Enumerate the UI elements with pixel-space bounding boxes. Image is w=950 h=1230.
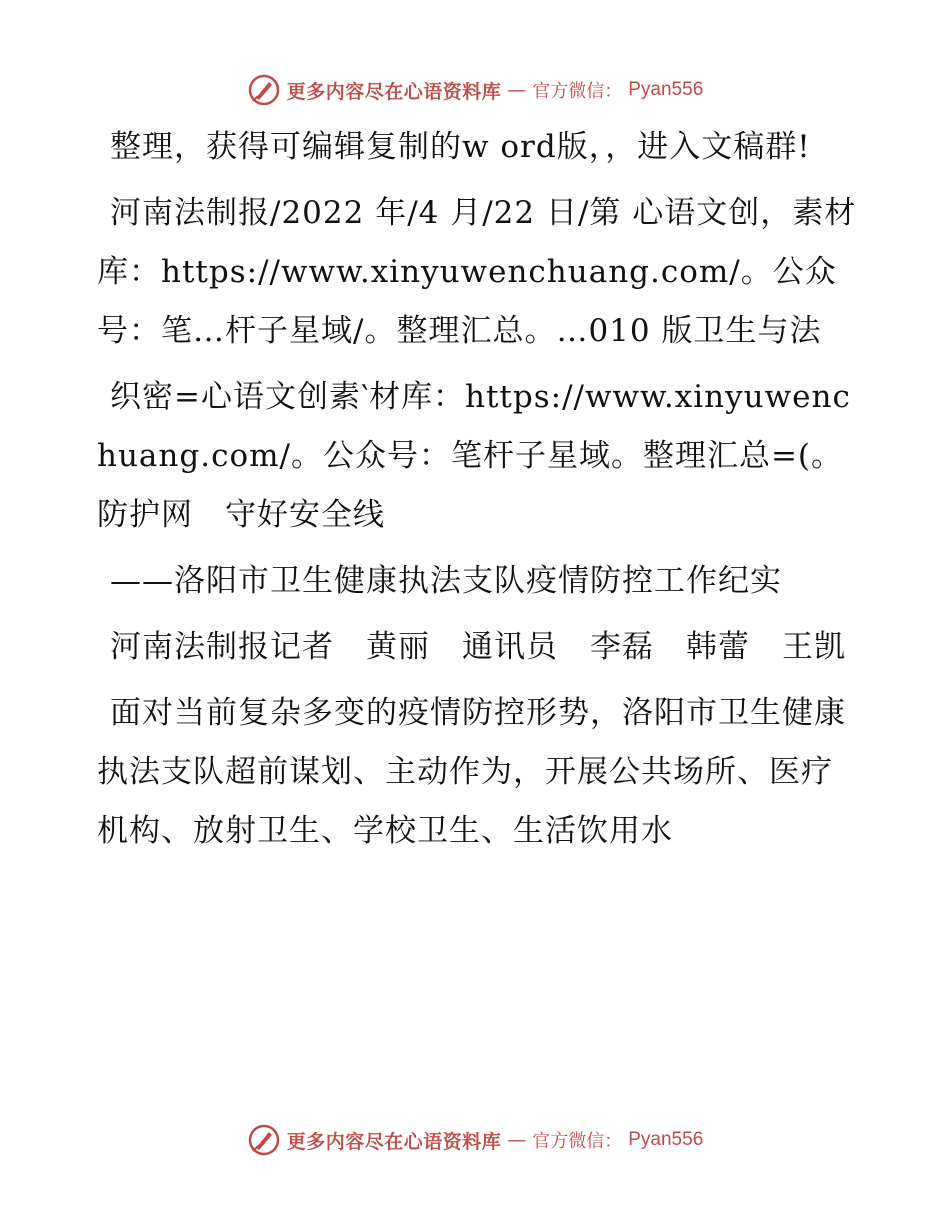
banner-site-text: 更多内容尽在心语资料库 (286, 80, 502, 103)
paragraph: 织密=心语文创素‵材库：https://www.xinyuwenchuang.com/。公众号：笔杆子星域。整理汇总=(。防护网 守好安全线 (97, 379, 851, 533)
paragraph: 河南法制报/2022 年/4 月/22 日/第 心语文创，素材库：https://www.xinyuwenchuang.com/。公众号：笔…杆子星域/。整理汇总。…010 版卫生与法 (97, 195, 857, 349)
banner-wechat-label: 官方微信： (532, 1131, 623, 1152)
paragraph: 河南法制报记者 黄丽 通讯员 李磊 韩蕾 王凯 (110, 629, 846, 665)
banner-site-text: 更多内容尽在心语资料库 (286, 1130, 502, 1153)
banner-separator: — (507, 79, 527, 101)
banner-wechat-label: 官方微信： (532, 81, 623, 102)
banner-wechat-id: Pyan556 (628, 1129, 704, 1150)
quill-seal-icon (247, 1123, 281, 1157)
header-banner (0, 70, 950, 110)
footer-banner (0, 1120, 950, 1160)
quill-seal-icon (247, 73, 281, 107)
paragraph: ——洛阳市卫生健康执法支队疫情防控工作纪实 (110, 563, 782, 599)
banner-wechat-id: Pyan556 (628, 79, 704, 100)
body-content (97, 118, 857, 868)
banner-separator: — (507, 1129, 527, 1151)
paragraph: 面对当前复杂多变的疫情防控形势，洛阳市卫生健康执法支队超前谋划、主动作为，开展公共场所、医疗机构、放射卫生、学校卫生、生活饮用水 (97, 695, 846, 849)
paragraph: 整理，获得可编辑复制的w ord版，，进入文稿群! (110, 129, 811, 165)
